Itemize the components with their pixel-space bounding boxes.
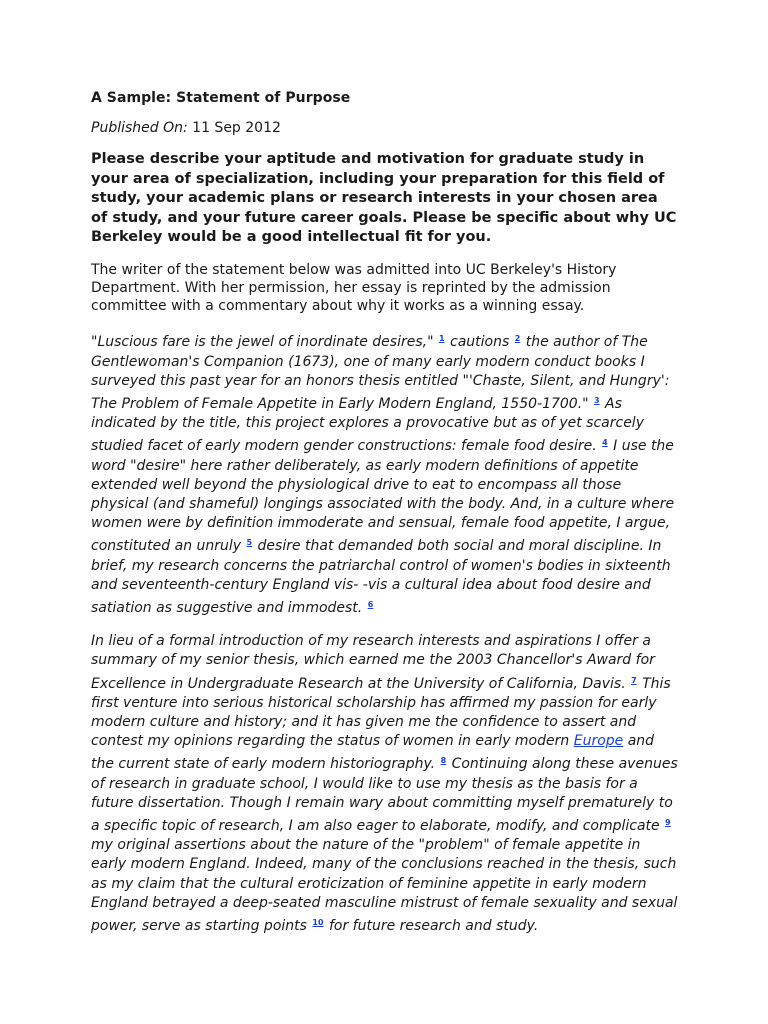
published-label: Published On:	[91, 120, 188, 136]
essay-text: the author of The Gentlewoman's Companion (1673), one of many early modern conduct books I surveyed this past year for an honors thesis entitled "'Chaste, Silent, and Hungry': The Problem of Female Appetite in Early Modern England, 1550-1700."	[91, 334, 670, 412]
published-date: 11 Sep 2012	[192, 120, 281, 136]
footnote-link-6[interactable]: 6	[367, 600, 374, 610]
essay-text: desire that demanded both social and moral discipline. In brief, my research concerns the patriarchal control of women's bodies in sixteenth and seventeenth-century England vis- -vis a cultural idea about food desire and satiation as suggestive and immodest.	[91, 538, 671, 617]
essay-paragraph-2	[91, 632, 678, 936]
essay-text: my original assertions about the nature of the "problem" of female appetite in early modern England. Indeed, many of the conclusions reached in the thesis, such as my claim that the cultural eroticization of feminine appetite in early modern England betrayed a deep-seated masculine mistrust of female sexuality and sexual power, serve as starting points	[91, 837, 678, 935]
footnote-link-5[interactable]: 5	[246, 538, 253, 548]
footnote-link-10[interactable]: 10	[312, 918, 324, 928]
essay-text: cautions	[445, 334, 514, 351]
footnote-link-1[interactable]: 1	[438, 334, 445, 344]
footnote-link-8[interactable]: 8	[440, 756, 447, 766]
document-title: A Sample: Statement of Purpose	[91, 90, 351, 106]
essay-text: As indicated by the title, this project explores a provocative but as of yet scarcely studied facet of early modern gender constructions: female food desire.	[91, 396, 644, 455]
essay-prompt: Please describe your aptitude and motivation for graduate study in your area of specialization, including your preparation for this field of study, your academic plans or research interests in your chosen area of study, and your future career goals. Please be specific about why UC Berkeley would be a good intellectual fit for you.	[91, 151, 677, 245]
essay-text: "Luscious fare is the jewel of inordinate desires,"	[91, 334, 438, 351]
essay-text: for future research and study.	[324, 918, 539, 935]
europe-link[interactable]: Europe	[573, 733, 624, 750]
published-line	[91, 120, 678, 136]
essay-text: Continuing along these avenues of research in graduate school, I would like to use my thesis as the basis for a future dissertation. Though I remain wary about committing myself prematurely to a specific topic of research, I am also eager to elaborate, modify, and complicate	[91, 756, 678, 835]
intro-paragraph: The writer of the statement below was admitted into UC Berkeley's History Department. With her permission, her essay is reprinted by the admission committee with a commentary about why it works as a winning essay.	[91, 261, 617, 315]
footnote-link-2[interactable]: 2	[514, 334, 521, 344]
essay-paragraph-1	[91, 329, 678, 618]
footnote-link-3[interactable]: 3	[594, 396, 600, 405]
footnote-link-4[interactable]: 4	[602, 438, 608, 448]
essay-text: I use the word "desire" here rather deliberately, as early modern definitions of appetite extended well beyond the physiological drive to eat to encompass all those physical (and shameful) longings associated with the body. And, in a culture where women were by definition immoderate and sensual, female food appetite, I argue, constituted an unruly	[91, 438, 675, 555]
footnote-link-9[interactable]: 9	[665, 818, 671, 828]
essay-text: and the current state of early modern historiography.	[91, 733, 655, 773]
essay-text: This first venture into serious historical scholarship has affirmed my passion for early modern culture and history; and it has given me the confidence to assert and contest my opinions regarding the status of women in early modern	[91, 675, 671, 750]
footnote-link-7[interactable]: 7	[631, 675, 637, 685]
essay-text: In lieu of a formal introduction of my research interests and aspirations I offer a summary of my senior thesis, which earned me the 2003 Chancellor's Award for Excellence in Undergraduate Research at the University of California, Davis.	[91, 633, 655, 692]
